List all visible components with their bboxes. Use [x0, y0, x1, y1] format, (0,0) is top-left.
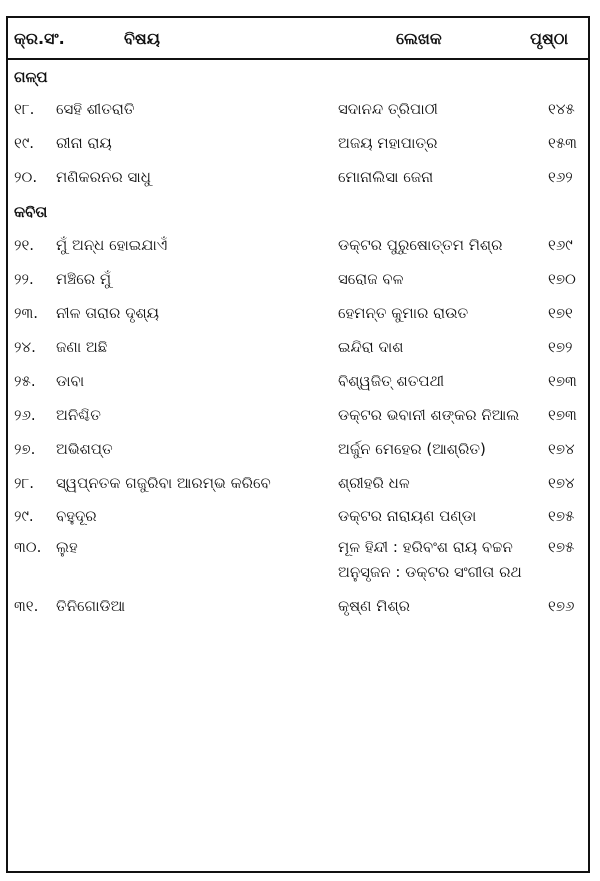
entry-author: ମୂଳ ହିନ୍ଦୀ : ହରିବଂଶ ରାୟ ବଚ୍ଚନ [338, 538, 513, 556]
entry-page: ୧୭୫ [548, 538, 575, 556]
entry-page: ୧୭୩ [548, 406, 577, 424]
entry-title: ଅନିଶ୍ଚିତ [56, 406, 102, 424]
section-title-poetry: କବିତା [14, 203, 48, 221]
entry-number: ୨୪. [14, 338, 36, 356]
entry-author: ଅର୍ଜୁନ ମେହେର (ଆଶ୍ରିତ) [338, 440, 486, 458]
entry-number: ୨୧. [14, 236, 35, 254]
entry-page: ୧୭୧ [548, 304, 573, 322]
entry-author: ବିଶ୍ୱଜିତ୍ ଶତପଥୀ [338, 372, 445, 390]
header-subject: ବିଷୟ [124, 29, 160, 48]
entry-number: ୨୨. [14, 270, 34, 288]
entry-title: ମୁଁ ଅନ୍ଧ ହୋଇଯାଏଁ [56, 236, 168, 254]
entry-title: ନୀଳ ତାରାର ଦୃଶ୍ୟ [56, 304, 160, 322]
entry-number: ୨୬. [14, 406, 36, 424]
entry-page: ୧୫୩ [548, 134, 577, 152]
entry-page: ୧୭୨ [548, 338, 573, 356]
entry-author: ଡକ୍ଟର ପୁରୁଷୋତ୍ତମ ମିଶ୍ର [338, 236, 503, 254]
entry-title: ତିନିଗୋଡିଆ [56, 597, 126, 615]
entry-number: ୨୫. [14, 372, 36, 390]
entry-page: ୧୭୩ [548, 372, 577, 390]
header-page: ପୃଷ୍ଠା [530, 29, 569, 48]
entry-title: ସ୍ୱପ୍ନତକ ଗଜୁରିବା ଆରମ୍ଭ କରିବେ [56, 474, 271, 492]
entry-author-secondary: ଅନୁସୃଜନ : ଡକ୍ଟର ସଂଗୀତା ରଥ [338, 563, 522, 581]
entry-author: ଇନ୍ଦିରା ଦାଶ [338, 338, 404, 356]
entry-page: ୧୬୨ [548, 168, 573, 186]
section-title-story: ଗଳ୍ପ [14, 68, 48, 86]
header-author: ଲେଖକ [396, 29, 442, 48]
entry-page: ୧୪୫ [548, 100, 575, 118]
entry-number: ୨୯. [14, 507, 34, 525]
entry-author: ସଦାନନ୍ଦ ତ୍ରିପାଠୀ [338, 100, 438, 118]
entry-title: ଡାବା [56, 372, 85, 390]
entry-author: ଶ୍ରୀହରି ଧଳ [338, 474, 410, 492]
entry-title: ଅଭିଶପ୍ତ [56, 440, 113, 458]
entry-author: ଡକ୍ଟର ଭବାନୀ ଶଙ୍କର ନିଆଲ [338, 406, 520, 424]
entry-author: ଅଜୟ ମହାପାତ୍ର [338, 134, 438, 152]
entry-number: ୧୯. [14, 134, 35, 152]
entry-author: କୃଷ୍ଣ ମିଶ୍ର [338, 597, 411, 615]
entry-title: ବହୁଦୂର [56, 507, 97, 525]
entry-page: ୧୭୫ [548, 507, 575, 525]
entry-number: ୨୦. [14, 168, 38, 186]
entry-author: ହେମନ୍ତ କୁମାର ରାଉତ [338, 304, 469, 322]
entry-title: ମଣିକରନର ସାଧୁ [56, 168, 151, 186]
entry-title: ଜଣା ଅଛି [56, 338, 108, 356]
entry-page: ୧୭୬ [548, 597, 575, 615]
entry-title: ମଞ୍ଚିରେ ମୁଁ [56, 270, 112, 288]
entry-number: ୩୦. [14, 538, 42, 556]
entry-page: ୧୭୪ [548, 440, 575, 458]
entry-number: ୨୭. [14, 440, 36, 458]
entry-page: ୧୭୦ [548, 270, 576, 288]
entry-author: ଡକ୍ଟର ନାରାୟଣ ପଣ୍ଡା [338, 507, 477, 525]
entry-title: ଲୁହ [56, 538, 78, 556]
entry-number: ୩୧. [14, 597, 39, 615]
entry-number: ୧୮. [14, 100, 35, 118]
header-serial: କ୍ର.ସଂ. [14, 29, 65, 48]
entry-author: ମୋନାଲିସା ଜେନା [338, 168, 434, 186]
entry-title: ରୀନା ରାୟ [56, 134, 112, 152]
entry-author: ସରୋଜ ବଳ [338, 270, 404, 288]
entry-page: ୧୬୯ [548, 236, 573, 254]
entry-page: ୧୭୪ [548, 474, 575, 492]
entry-number: ୨୮. [14, 474, 35, 492]
header-divider [8, 58, 588, 60]
entry-number: ୨୩. [14, 304, 39, 322]
entry-title: ସେହି ଶୀତରାତି [56, 100, 135, 118]
